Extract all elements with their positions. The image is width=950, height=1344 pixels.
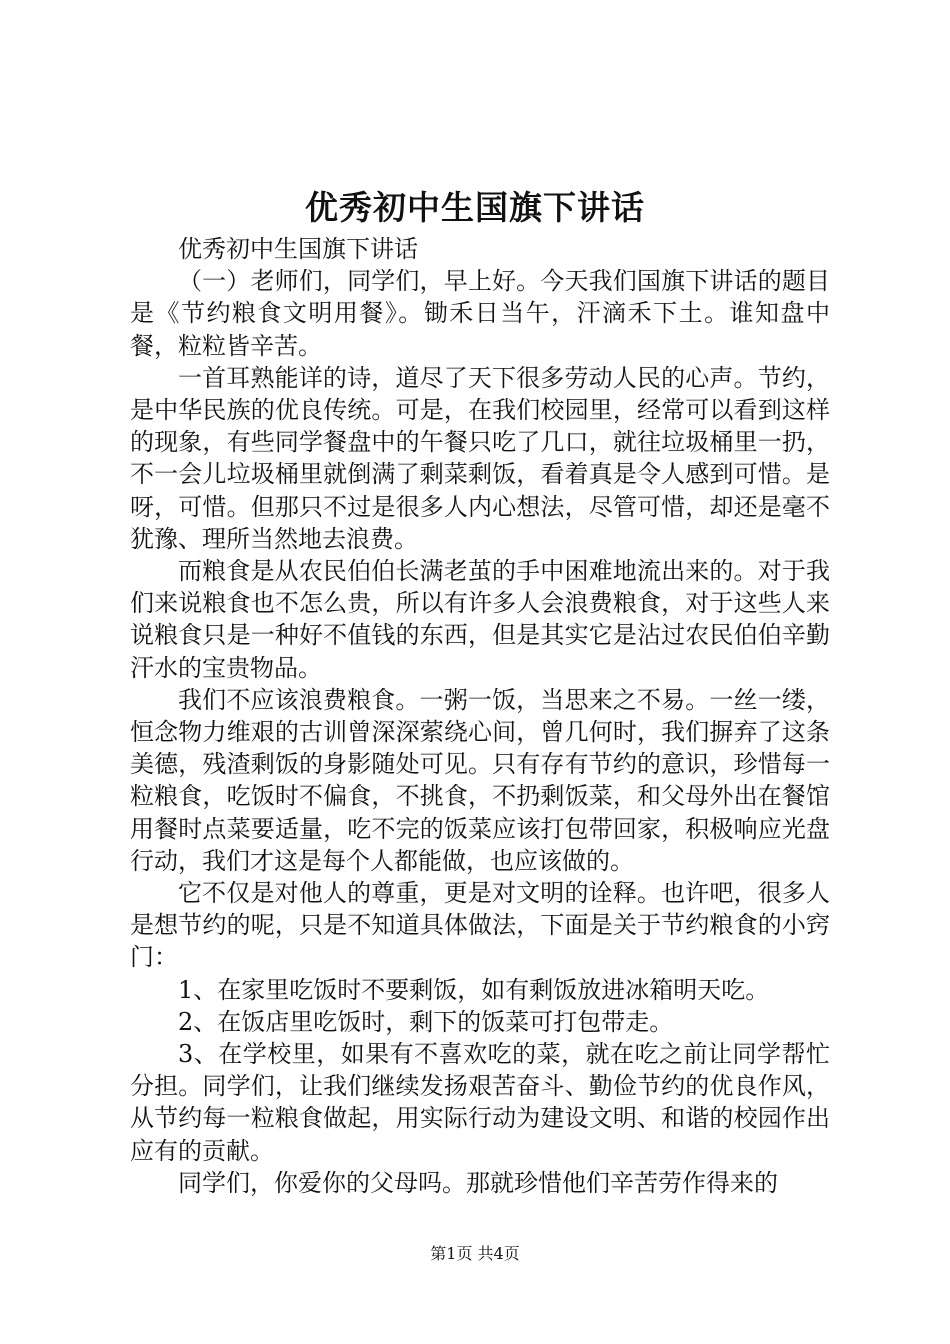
- document-body: [130, 233, 830, 1199]
- paragraph: 一首耳熟能详的诗，道尽了天下很多劳动人民的心声。节约，是中华民族的优良传统。可是，在我们校园里，经常可以看到这样的现象，有些同学餐盘中的午餐只吃了几口，就往垃圾桶里一扔，不一会儿垃圾桶里就倒满了剩菜剩饭，看着真是令人感到可惜。是呀，可惜。但那只不过是很多人内心想法，尽管可惜，却还是毫不犹豫、理所当然地去浪费。: [130, 363, 830, 553]
- list-item: 3、在学校里，如果有不喜欢吃的菜，就在吃之前让同学帮忙分担。同学们，让我们继续发扬艰苦奋斗、勤俭节约的优良作风，从节约每一粒粮食做起，用实际行动为建设文明、和谐的校园作出应有的贡献。: [130, 1040, 830, 1165]
- document-title: 优秀初中生国旗下讲话: [305, 188, 645, 227]
- paragraph-greeting: （一）老师们，同学们，早上好。今天我们国旗下讲话的题目是《节约粮食文明用餐》。锄禾日当午，汗滴禾下土。谁知盘中餐，粒粒皆辛苦。: [130, 267, 830, 360]
- list-item: 1、在家里吃饭时不要剩饭，如有剩饭放进冰箱明天吃。: [178, 975, 770, 1004]
- paragraph: 我们不应该浪费粮食。一粥一饭，当思来之不易。一丝一缕，恒念物力维艰的古训曾深深萦绕心间，曾几何时，我们摒弃了这条美德，残渣剩饭的身影随处可见。只有存有节约的意识，珍惜每一粒粮食，吃饭时不偏食，不挑食，不扔剩饭菜，和父母外出在餐馆用餐时点菜要适量，吃不完的饭菜应该打包带回家，积极响应光盘行动，我们才这是每个人都能做，也应该做的。: [130, 685, 830, 875]
- paragraph: 而粮食是从农民伯伯长满老茧的手中困难地流出来的。对于我们来说粮食也不怎么贵，所以有许多人会浪费粮食，对于这些人来说粮食只是一种好不值钱的东西，但是其实它是沾过农民伯伯辛勤汗水的宝贵物品。: [130, 557, 830, 682]
- paragraph-subtitle: 优秀初中生国旗下讲话: [178, 235, 418, 263]
- paragraph: 它不仅是对他人的尊重，更是对文明的诠释。也许吧，很多人是想节约的呢，只是不知道具体做法，下面是关于节约粮食的小窍门：: [130, 879, 830, 972]
- page-footer: 第1页 共4页: [430, 1244, 520, 1263]
- list-item: 2、在饭店里吃饭时，剩下的饭菜可打包带走。: [178, 1007, 674, 1036]
- paragraph: 同学们，你爱你的父母吗。那就珍惜他们辛苦劳作得来的: [178, 1168, 778, 1197]
